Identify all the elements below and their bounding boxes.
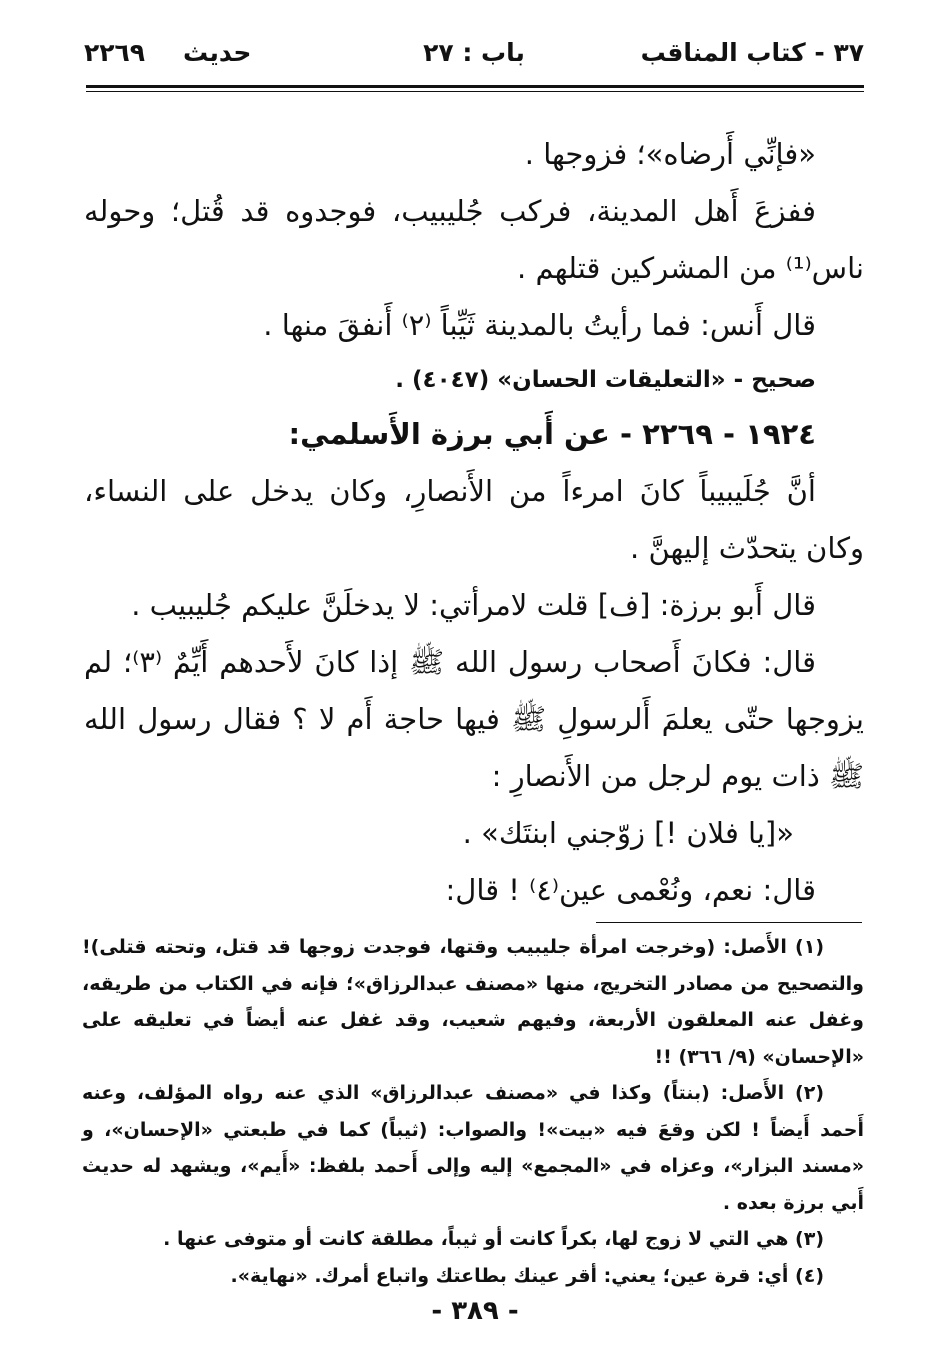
main-text [84,126,864,919]
header-rule-thick [86,85,864,88]
text-line: قال أَبو برزة: [ف] قلت لامرأتي: لا يدخلَنَّ عليكم جُليبيب . [131,588,816,622]
text-paragraph: أنَّ جُلَيبيباً كانَ امرءاً من الأَنصارِ، وكان يدخل على النساء، وكان يتحدّث إليهنَّ . [84,474,864,565]
footnote-4: (٤) أي: قرة عين؛ يعني: أقر عينك بطاعتك واتباع أمرك. «نهاية». [230,1264,824,1287]
header-rule-thin [86,91,864,92]
text-paragraph: ففزعَ أَهل المدينة، فركب جُليبيب، فوجدوه قد قُتل؛ وحوله ناس⁽¹⁾ من المشركين قتلهم . [84,194,864,285]
hadith-range [84,38,251,67]
hadith-grade: صحيح - «التعليقات الحسان» (٤٠٤٧) . [395,367,816,393]
page-number: - ٣٨٩ - [431,1296,519,1326]
text-line: «[يا فلان !] زوّجني ابنتَك» . [462,816,794,850]
footnotes [82,929,864,1294]
footnote-2: (٢) الأَصل: (بنتاً) وكذا في «مصنف عبدالرزاق» الذي عنه رواه المؤلف، وعنه أَحمد أَيضاً ! لكن وقعَ فيه «بيت»! والصواب: (ثيباً) كما في طبعتي «الإحسان»، و «مسند البزار»، وعزاه في «المجمع» إليه وإلى أَحمد بلفظ: «أَيم»، ويشهد له حديث أَبي برزة بعده . [82,1082,864,1214]
footnote-3: (٣) هي التي لا زوج لها، بكراً كانت أو ثيباً، مطلقة كانت أو متوفى عنها . [163,1228,824,1250]
hadith-label: حديث [183,38,252,67]
text-paragraph: قال: فكانَ أَصحاب رسول الله ﷺ إذا كانَ لأَحدهم أَيِّمٌ ⁽٣⁾؛ لم يزوجها حتّى يعلمَ أَلرسولِ ﷺ فيها حاجة أَم لا ؟ فقال رسول الله ﷺ ذات يوم لرجل من الأَنصارِ : [84,645,864,793]
running-header [84,38,864,82]
hadith-heading: ١٩٢٤ - ٢٢٦٩ - عن أَبي برزة الأَسلمي: [288,417,816,451]
text-line: قال أَنس: فما رأيتُ بالمدينة ثَيِّباً ⁽٢⁾ أَنفقَ منها . [263,308,816,342]
bab-label: باب : ٢٧ [423,38,525,67]
text-line: «فإنِّي أَرضاه»؛ فزوجها . [524,137,816,171]
footnote-1: (١) الأَصل: (وخرجت امرأة جليبيب وقتها، فوجدت زوجها قد قتل، وتحته قتلى)! والتصحيح من مصادر التخريج، منها «مصنف عبدالرزاق»؛ فإنه في الكتاب من طريقه، وغفل عنه المعلقون الأربعة، وفيهم شعيب، وقد غفل عنه أيضاً في تعليقه على «الإحسان» (٩/ ٣٦٦) !! [82,936,864,1068]
chapter-title: ٣٧ - كتاب المناقب [640,38,864,67]
footnote-separator [596,922,862,923]
text-line: قال: نعم، ونُعْمى عين⁽٤⁾ ! قال: [445,873,816,907]
hadith-number: ٢٢٦٩ [84,38,146,67]
